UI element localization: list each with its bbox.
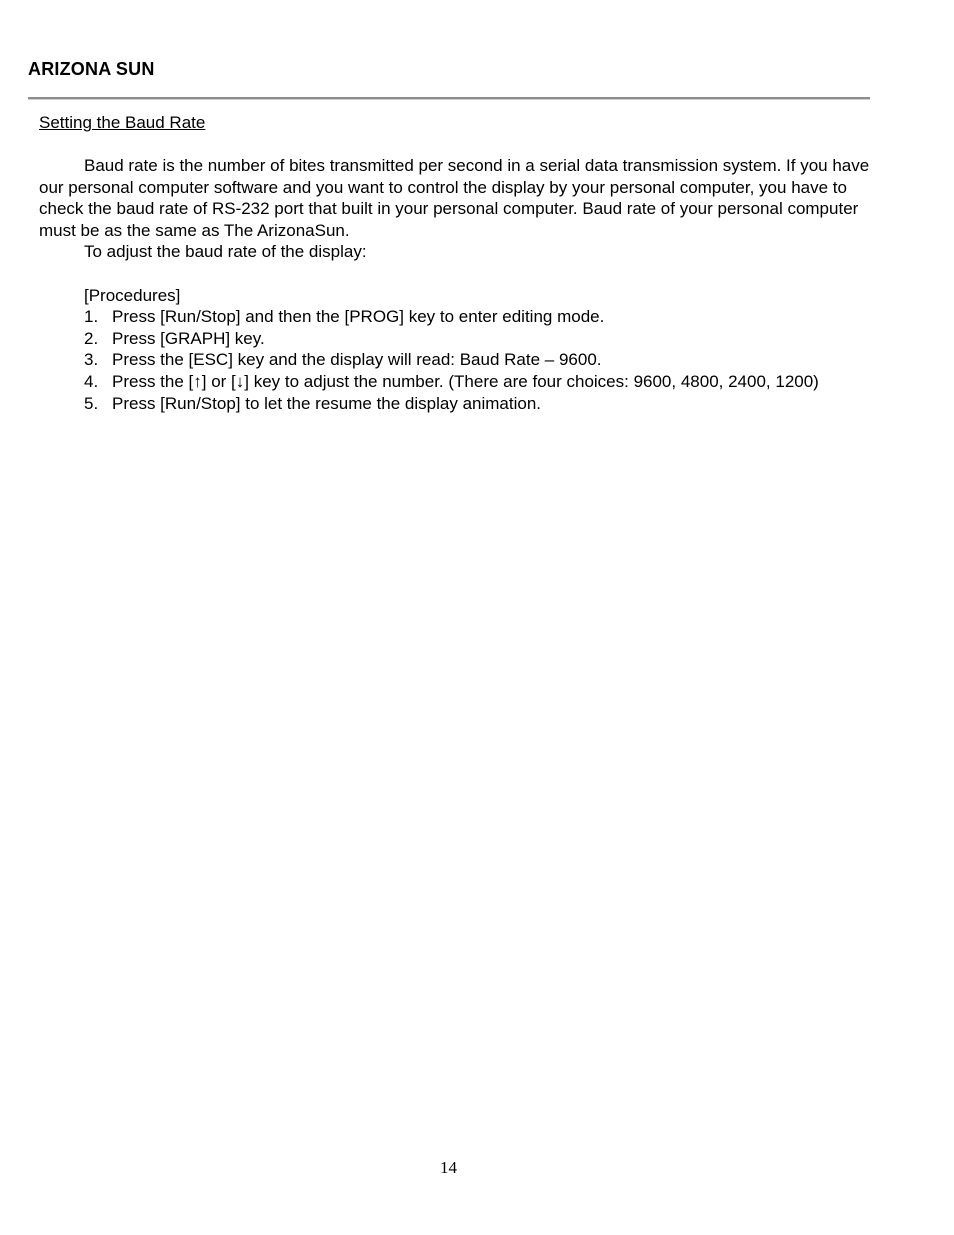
procedure-step (84, 349, 874, 371)
procedure-step (84, 393, 874, 415)
step-text: Press [GRAPH] key. (112, 328, 265, 348)
paragraph-spacer (39, 263, 874, 285)
step-text: Press the [ESC] key and the display will read: Baud Rate – 9600. (112, 350, 602, 370)
step-text: Press the [↑] or [↓] key to adjust the number. (There are four choices: 9600, 4800, 2400, 1200) (112, 371, 819, 391)
step-number: 2. (84, 328, 99, 348)
step-number: 1. (84, 307, 99, 327)
section-body (39, 155, 874, 414)
step-number: 4. (84, 371, 99, 391)
procedures-label: [Procedures] (84, 285, 181, 305)
header-divider (28, 97, 870, 100)
step-number: 3. (84, 350, 99, 370)
procedure-list (39, 306, 874, 414)
page-number: 14 (440, 1158, 457, 1177)
document-header-title: ARIZONA SUN (28, 59, 155, 79)
procedure-step (84, 371, 874, 393)
step-text: Press [Run/Stop] and then the [PROG] key to enter editing mode. (112, 307, 605, 327)
adjust-instruction: To adjust the baud rate of the display: (84, 242, 367, 262)
procedure-step (84, 328, 874, 350)
step-number: 5. (84, 393, 99, 413)
section-heading: Setting the Baud Rate (39, 113, 206, 132)
procedure-step (84, 306, 874, 328)
step-text: Press [Run/Stop] to let the resume the display animation. (112, 393, 542, 413)
intro-paragraph: Baud rate is the number of bites transmitted per second in a serial data transmission system. If you have our personal computer software and you want to control the display by your personal computer, you have to check the baud rate of RS-232 port that built in your personal computer. Baud rate of your personal computer must be as the same as The ArizonaSun. (39, 156, 870, 240)
